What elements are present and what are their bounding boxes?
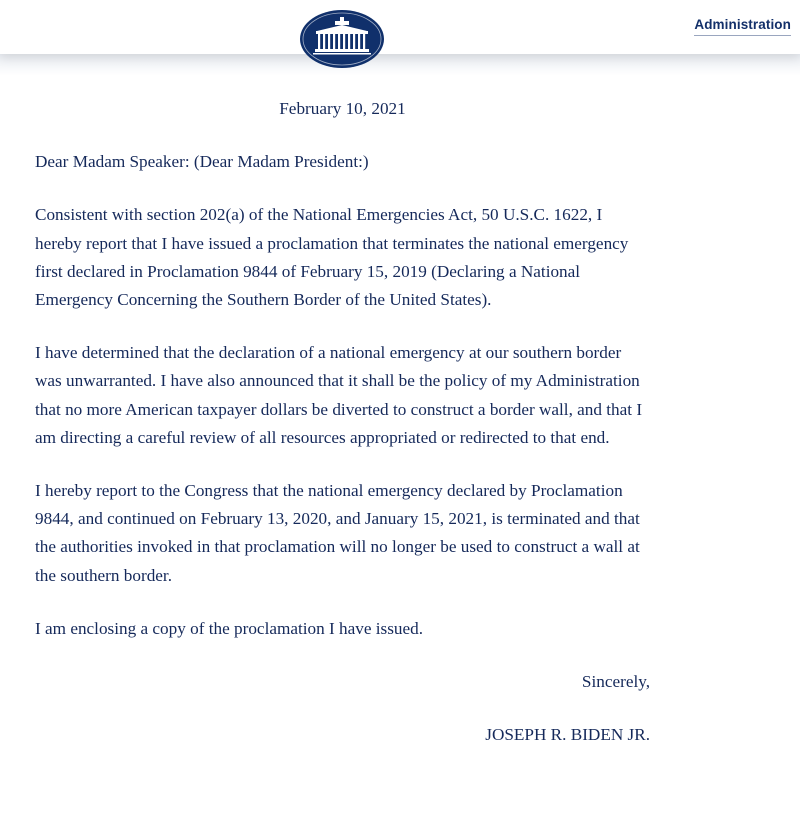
header-shadow [0, 54, 800, 76]
letter-salutation: Dear Madam Speaker: (Dear Madam President:) [35, 152, 369, 172]
letter-paragraph-1: Consistent with section 202(a) of the National Emergencies Act, 50 U.S.C. 1622, I hereby report that I have issued a proclamation that terminates the national emergency first declared in Proclamation 9844 of February 15, 2019 (Declaring a National Emergency Concerning the Southern Border of the United States). [35, 205, 629, 310]
white-house-seal-logo[interactable] [299, 9, 385, 69]
white-house-seal-icon [299, 9, 385, 69]
letter-body [35, 95, 650, 774]
letter-paragraph-4: I am enclosing a copy of the proclamation I have issued. [35, 618, 424, 638]
letter-date: February 10, 2021 [279, 99, 406, 118]
letter-paragraph-2: I have determined that the declaration of a national emergency at our southern border was unwarranted. I have also announced that it shall be the policy of my Administration that no more American taxpayer dollars be diverted to construct a border wall, and that I am directing a careful review of all resources appropriated or redirected to that end. [35, 343, 643, 447]
site-header [0, 0, 800, 54]
letter-signature: JOSEPH R. BIDEN JR. [485, 725, 650, 745]
nav-link-administration[interactable]: Administration [694, 17, 791, 36]
letter-paragraph-3: I hereby report to the Congress that the national emergency declared by Proclamation 9844, and continued on February 13, 2020, and January 15, 2021, is terminated and that the authorities invoked in that proclamation will no longer be used to construct a wall at the southern border. [35, 481, 640, 585]
letter-closing: Sincerely, [581, 672, 650, 692]
